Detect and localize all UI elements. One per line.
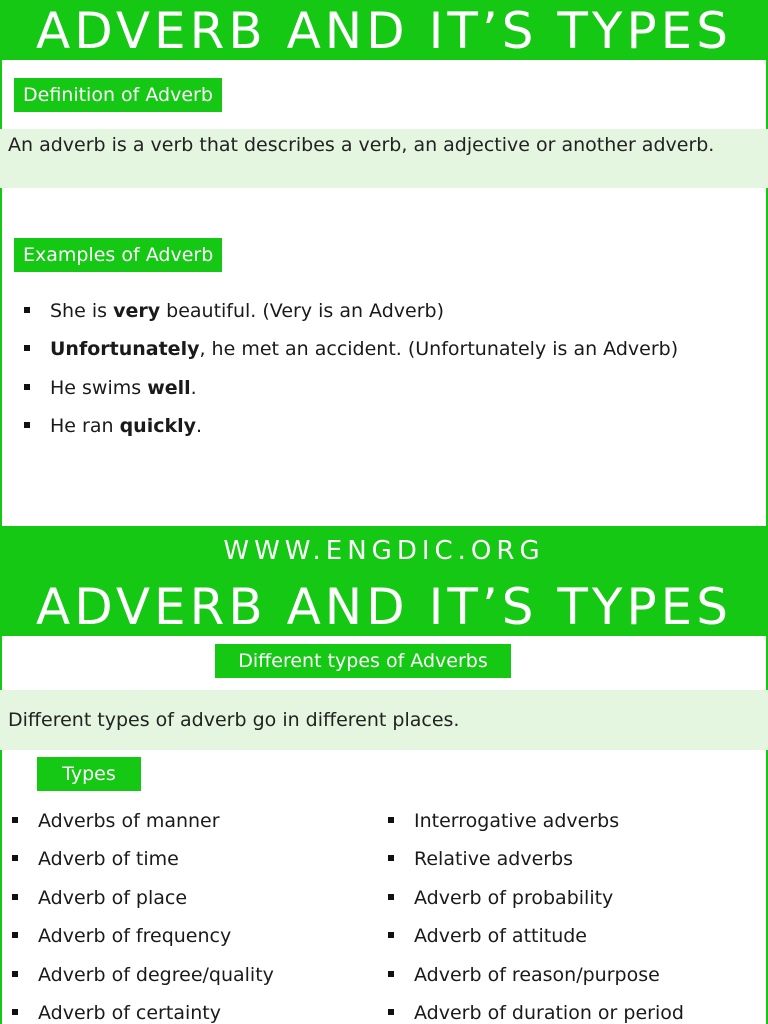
site-url-band: WWW.ENGDIC.ORG xyxy=(0,526,768,576)
types-heading-tag: Different types of Adverbs xyxy=(215,644,511,678)
types-list-right xyxy=(388,802,684,1024)
examples-list xyxy=(24,292,678,446)
square-bullet-icon xyxy=(12,971,18,977)
list-item: Relative adverbs xyxy=(388,840,684,878)
list-item: Adverbs of manner xyxy=(12,802,274,840)
list-item: Adverb of probability xyxy=(388,879,684,917)
square-bullet-icon xyxy=(388,855,394,861)
types-list-left xyxy=(12,802,274,1024)
list-item: Adverb of time xyxy=(12,840,274,878)
list-item: She is very beautiful. (Very is an Adverb) xyxy=(24,292,678,330)
square-bullet-icon xyxy=(12,817,18,823)
square-bullet-icon xyxy=(24,384,30,390)
bottom-title: ADVERB AND IT’S TYPES xyxy=(0,576,768,636)
square-bullet-icon xyxy=(24,345,30,351)
square-bullet-icon xyxy=(12,932,18,938)
square-bullet-icon xyxy=(12,1009,18,1015)
list-item: Adverb of reason/purpose xyxy=(388,956,684,994)
list-item: He swims well. xyxy=(24,369,678,407)
square-bullet-icon xyxy=(388,817,394,823)
intro-text: Different types of adverb go in different places. xyxy=(0,690,768,750)
list-item: Adverb of certainty xyxy=(12,994,274,1024)
square-bullet-icon xyxy=(388,971,394,977)
examples-tag: Examples of Adverb xyxy=(14,238,222,272)
square-bullet-icon xyxy=(388,932,394,938)
list-item: He ran quickly. xyxy=(24,407,678,445)
square-bullet-icon xyxy=(12,855,18,861)
square-bullet-icon xyxy=(24,307,30,313)
definition-tag: Definition of Adverb xyxy=(14,78,222,112)
list-item: Adverb of place xyxy=(12,879,274,917)
top-title: ADVERB AND IT’S TYPES xyxy=(0,0,768,60)
list-item: Adverb of degree/quality xyxy=(12,956,274,994)
list-item: Interrogative adverbs xyxy=(388,802,684,840)
list-item: Adverb of frequency xyxy=(12,917,274,955)
square-bullet-icon xyxy=(388,894,394,900)
types-tag: Types xyxy=(37,757,141,791)
list-item: Adverb of attitude xyxy=(388,917,684,955)
list-item: Adverb of duration or period xyxy=(388,994,684,1024)
definition-text: An adverb is a verb that describes a verb, an adjective or another adverb. xyxy=(0,129,768,188)
square-bullet-icon xyxy=(388,1009,394,1015)
square-bullet-icon xyxy=(12,894,18,900)
list-item: Unfortunately, he met an accident. (Unfortunately is an Adverb) xyxy=(24,330,678,368)
square-bullet-icon xyxy=(24,422,30,428)
